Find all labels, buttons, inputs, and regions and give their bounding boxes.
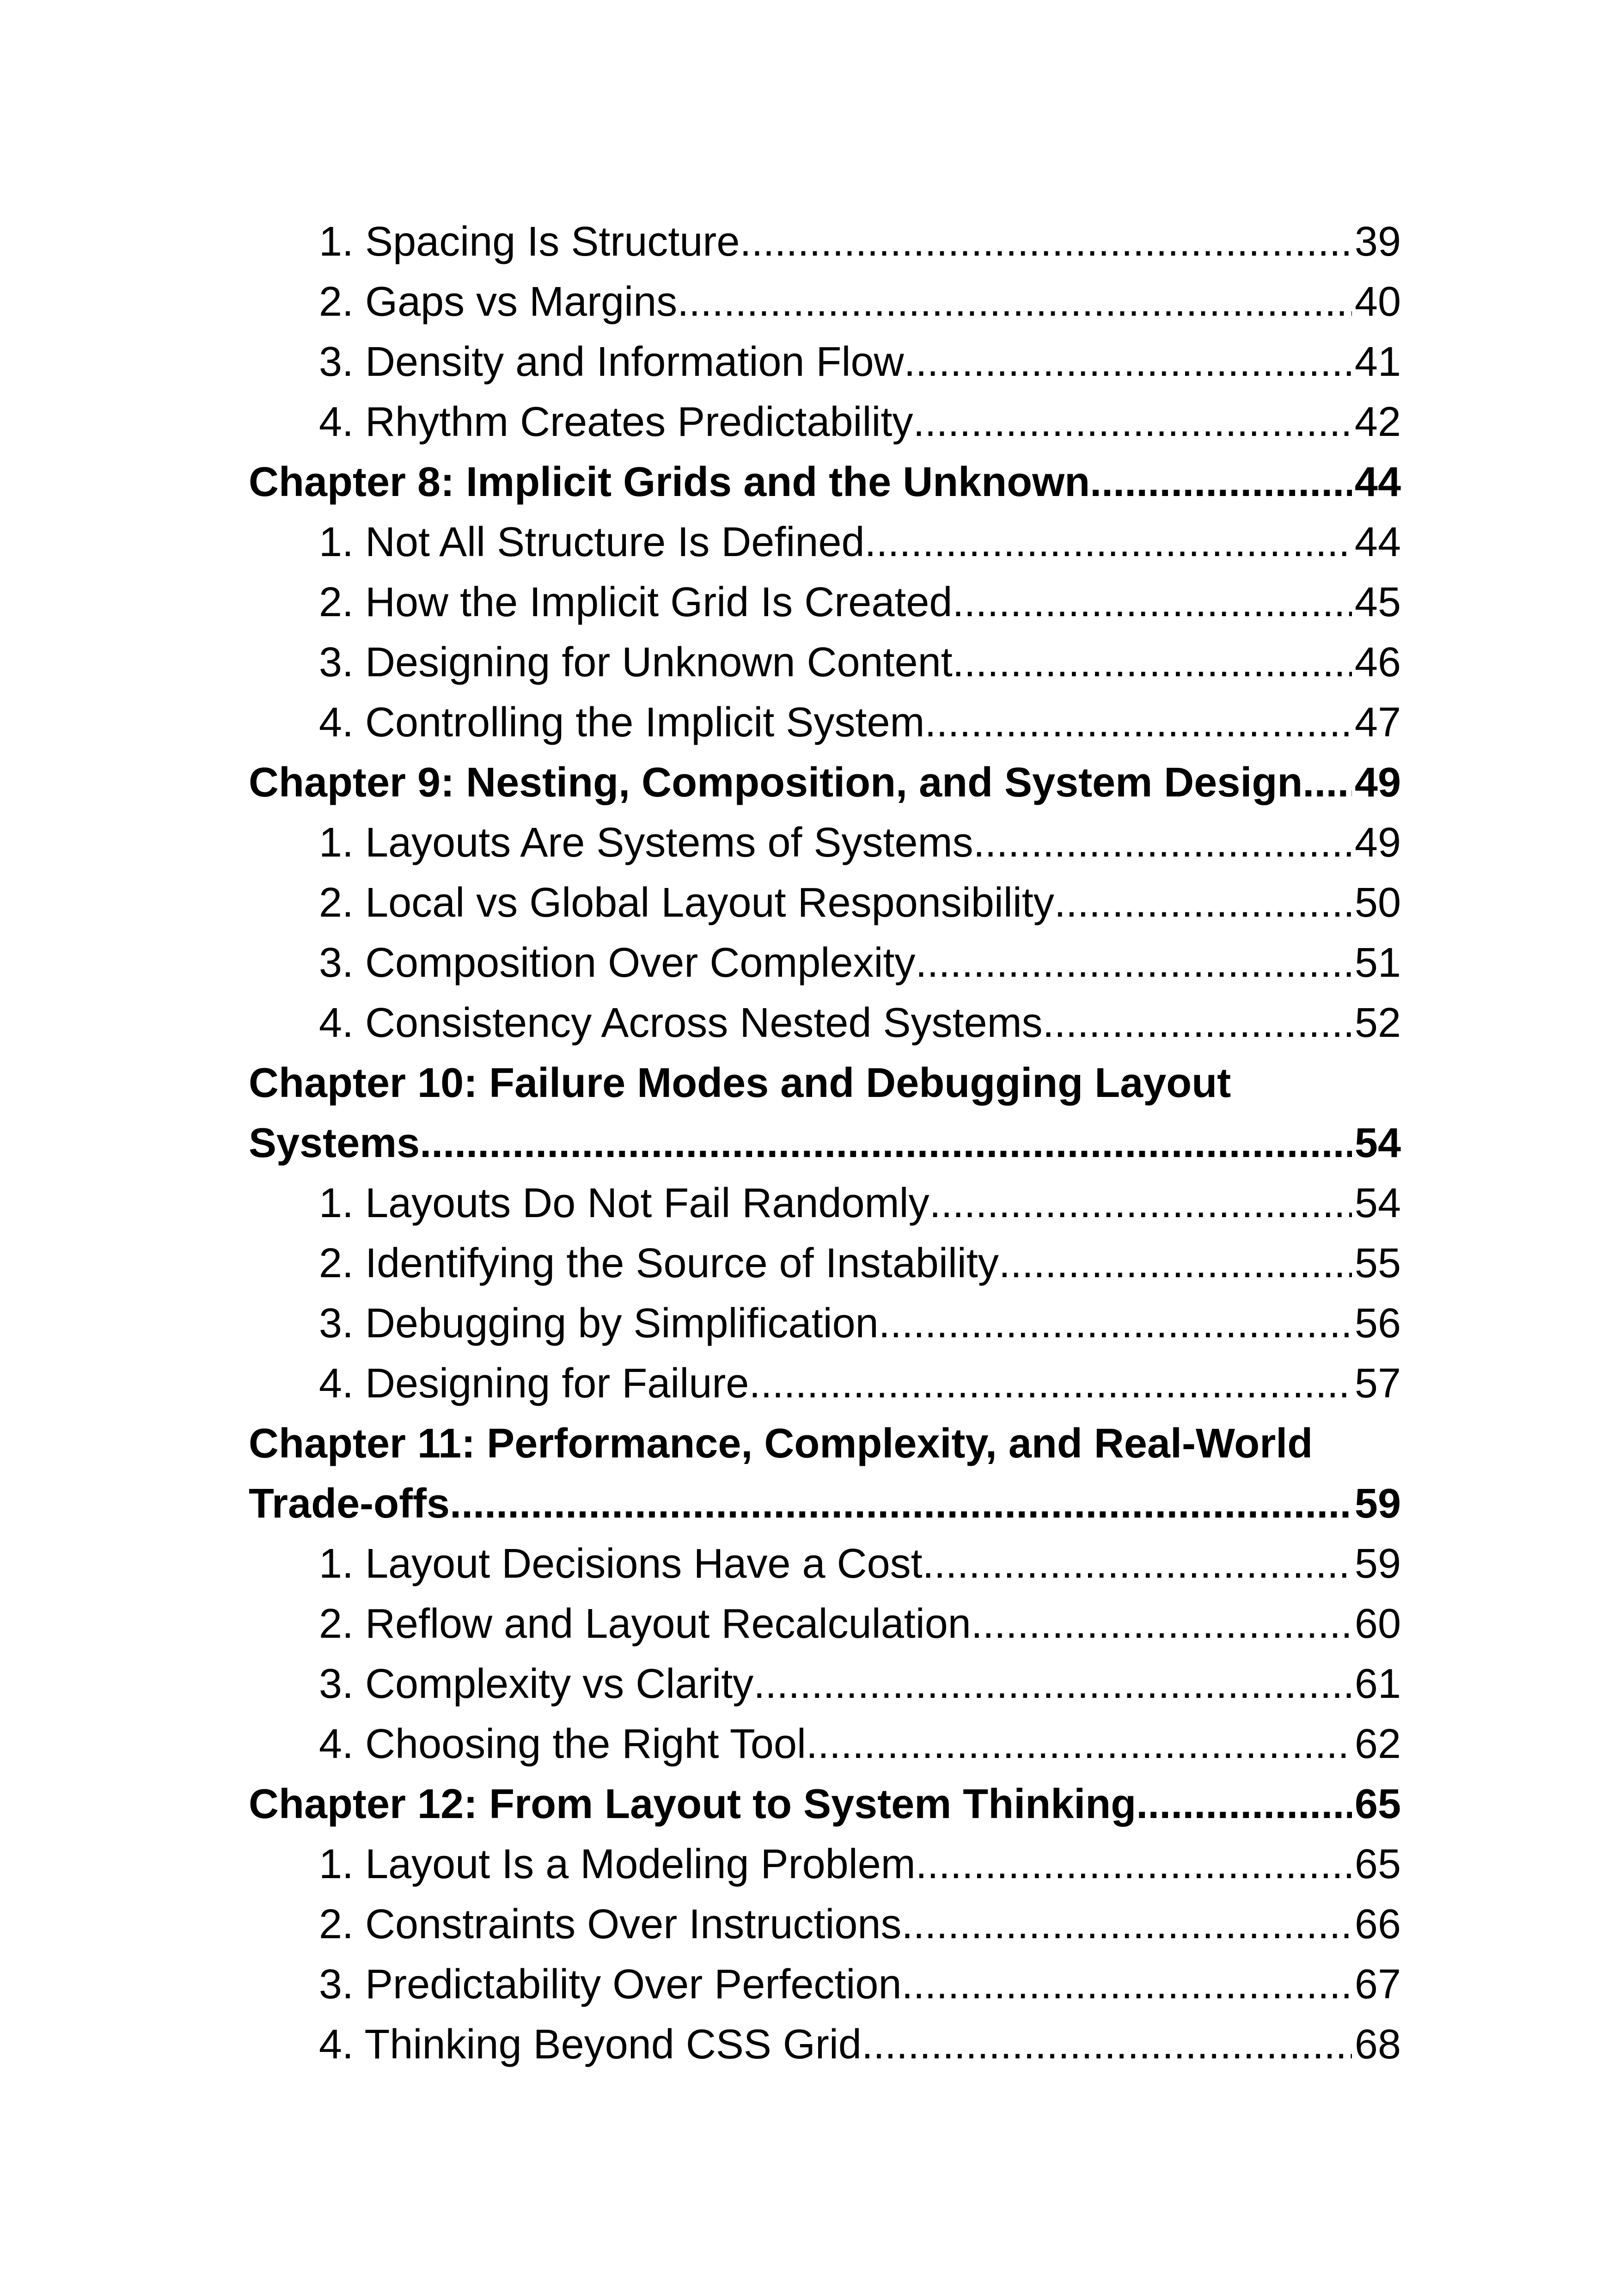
- dot-leader: [1043, 993, 1352, 1053]
- toc-entry-page: 51: [1354, 940, 1401, 986]
- toc-entry-page: 57: [1354, 1360, 1401, 1407]
- dot-leader: [952, 572, 1351, 632]
- toc-entry-page: 56: [1354, 1300, 1401, 1347]
- toc-entry[interactable]: [249, 1894, 1401, 1954]
- dot-leader: [1054, 873, 1352, 933]
- toc-entry-title: 4. Controlling the Implicit System: [319, 699, 925, 746]
- toc-entry-title: 2. How the Implicit Grid Is Created: [319, 579, 953, 625]
- dot-leader: [929, 1173, 1352, 1233]
- dot-leader: [1090, 452, 1352, 512]
- toc-entry-page: 65: [1354, 1841, 1401, 1887]
- toc-entry-page: 67: [1354, 1961, 1401, 2008]
- toc-entry[interactable]: [249, 512, 1401, 572]
- toc-entry-page: 41: [1354, 339, 1401, 385]
- dot-leader: [1136, 1774, 1352, 1834]
- toc-chapter-title-line2: Systems: [249, 1120, 420, 1166]
- toc-chapter-title: Chapter 9: Nesting, Composition, and System Design: [249, 759, 1303, 806]
- dot-leader: [913, 392, 1352, 452]
- toc-chapter-entry[interactable]: [249, 1053, 1401, 1173]
- toc-entry-page: 66: [1354, 1901, 1401, 1947]
- toc-entry-title: 2. Local vs Global Layout Responsibility: [319, 880, 1054, 926]
- toc-entry-title: 1. Layouts Do Not Fail Randomly: [319, 1180, 929, 1226]
- dot-leader: [879, 1293, 1352, 1353]
- toc-entry[interactable]: [249, 692, 1401, 753]
- dot-leader: [740, 212, 1351, 272]
- toc-entry[interactable]: [249, 873, 1401, 933]
- toc-entry[interactable]: [249, 2014, 1401, 2075]
- toc-entry-title: 2. Reflow and Layout Recalculation: [319, 1601, 971, 1647]
- toc-entry-title: 4. Choosing the Right Tool: [319, 1721, 807, 1767]
- toc-entry-page: 46: [1354, 639, 1401, 686]
- toc-entry-page: 42: [1354, 399, 1401, 445]
- dot-leader: [923, 1534, 1352, 1594]
- toc-entry[interactable]: [249, 1534, 1401, 1594]
- toc-entry-title: 1. Layout Is a Modeling Problem: [319, 1841, 916, 1887]
- dot-leader: [915, 933, 1351, 993]
- dot-leader: [999, 1233, 1352, 1293]
- dot-leader: [753, 1654, 1352, 1714]
- toc-entry-title: 1. Not All Structure Is Defined: [319, 519, 865, 565]
- toc-chapter-entry[interactable]: [249, 1414, 1401, 1534]
- dot-leader: [916, 1834, 1352, 1894]
- toc-chapter-title-line1: Chapter 10: Failure Modes and Debugging Layout: [249, 1060, 1231, 1106]
- toc-chapter-page: 65: [1354, 1781, 1401, 1827]
- toc-entry-title: 2. Identifying the Source of Instability: [319, 1240, 999, 1286]
- toc-entry-title: 3. Debugging by Simplification: [319, 1300, 879, 1347]
- toc-entry[interactable]: [249, 392, 1401, 452]
- toc-entry[interactable]: [249, 1954, 1401, 2014]
- toc-entry[interactable]: [249, 272, 1401, 332]
- toc-entry-title: 4. Consistency Across Nested Systems: [319, 1000, 1043, 1046]
- dot-leader: [953, 632, 1352, 692]
- dot-leader: [806, 1714, 1352, 1774]
- toc-entry-page: 54: [1354, 1180, 1401, 1226]
- toc-entry-page: 40: [1354, 279, 1401, 325]
- toc-chapter-page: 54: [1354, 1120, 1401, 1166]
- toc-entry-page: 59: [1354, 1541, 1401, 1587]
- toc-entry[interactable]: [249, 993, 1401, 1053]
- toc-entry[interactable]: [249, 933, 1401, 993]
- dot-leader: [862, 2014, 1352, 2075]
- dot-leader: [1302, 753, 1352, 813]
- dot-leader: [973, 813, 1352, 873]
- toc-entry-page: 44: [1354, 519, 1401, 565]
- toc-chapter-title-line2: Trade-offs: [249, 1481, 450, 1527]
- toc-entry-title: 4. Thinking Beyond CSS Grid: [319, 2021, 862, 2068]
- toc-entry-title: 2. Constraints Over Instructions: [319, 1901, 902, 1947]
- toc-entry[interactable]: [249, 332, 1401, 392]
- toc-entry-page: 60: [1354, 1601, 1401, 1647]
- toc-chapter-page: 44: [1354, 459, 1401, 505]
- toc-entry[interactable]: [249, 632, 1401, 692]
- dot-leader: [971, 1594, 1352, 1654]
- toc-entry-page: 45: [1354, 579, 1401, 625]
- toc-entry-title: 3. Composition Over Complexity: [319, 940, 916, 986]
- toc-entry-page: 68: [1354, 2021, 1401, 2068]
- toc-entry-title: 1. Spacing Is Structure: [319, 219, 740, 265]
- toc-entry-page: 61: [1354, 1661, 1401, 1707]
- toc-entry[interactable]: [249, 813, 1401, 873]
- toc-entry-title: 1. Layouts Are Systems of Systems: [319, 820, 973, 866]
- toc-entry[interactable]: [249, 1173, 1401, 1233]
- toc-entry[interactable]: [249, 572, 1401, 632]
- dot-leader: [902, 1954, 1352, 2014]
- toc-entry[interactable]: [249, 212, 1401, 272]
- dot-leader: [904, 332, 1352, 392]
- toc-entry-page: 39: [1354, 219, 1401, 265]
- toc-chapter-title: Chapter 12: From Layout to System Thinking: [249, 1781, 1137, 1827]
- toc-entry-page: 62: [1354, 1721, 1401, 1767]
- toc-entry-title: 4. Designing for Failure: [319, 1360, 749, 1407]
- toc-entry[interactable]: [249, 1293, 1401, 1353]
- toc-chapter-title-line1: Chapter 11: Performance, Complexity, and Real-World: [249, 1420, 1313, 1467]
- toc-entry[interactable]: [249, 1714, 1401, 1774]
- table-of-contents: [249, 212, 1401, 2075]
- toc-entry-page: 52: [1354, 1000, 1401, 1046]
- toc-chapter-entry[interactable]: [249, 452, 1401, 512]
- toc-chapter-page: 59: [1354, 1481, 1401, 1527]
- toc-entry-title: 3. Complexity vs Clarity: [319, 1661, 754, 1707]
- toc-entry[interactable]: [249, 1594, 1401, 1654]
- toc-chapter-page: 49: [1354, 759, 1401, 806]
- toc-entry[interactable]: [249, 1834, 1401, 1894]
- toc-entry-title: 3. Designing for Unknown Content: [319, 639, 953, 686]
- toc-chapter-entry[interactable]: [249, 1774, 1401, 1834]
- toc-entry-title: 2. Gaps vs Margins: [319, 279, 678, 325]
- dot-leader: [865, 512, 1352, 572]
- toc-entry[interactable]: [249, 1654, 1401, 1714]
- toc-entry-page: 50: [1354, 880, 1401, 926]
- toc-chapter-entry[interactable]: [249, 753, 1401, 813]
- toc-chapter-title: Chapter 8: Implicit Grids and the Unknown: [249, 459, 1090, 505]
- dot-leader: [450, 1474, 1352, 1534]
- dot-leader: [677, 272, 1352, 332]
- toc-entry-title: 3. Predictability Over Perfection: [319, 1961, 902, 2008]
- toc-entry-title: 1. Layout Decisions Have a Cost: [319, 1541, 923, 1587]
- toc-entry-page: 47: [1354, 699, 1401, 746]
- toc-entry[interactable]: [249, 1233, 1401, 1293]
- dot-leader: [901, 1894, 1351, 1954]
- dot-leader: [749, 1353, 1351, 1414]
- dot-leader: [925, 692, 1352, 753]
- toc-entry[interactable]: [249, 1353, 1401, 1414]
- toc-entry-title: 4. Rhythm Creates Predictability: [319, 399, 913, 445]
- toc-entry-title: 3. Density and Information Flow: [319, 339, 904, 385]
- dot-leader: [420, 1113, 1352, 1173]
- toc-entry-page: 49: [1354, 820, 1401, 866]
- toc-entry-page: 55: [1354, 1240, 1401, 1286]
